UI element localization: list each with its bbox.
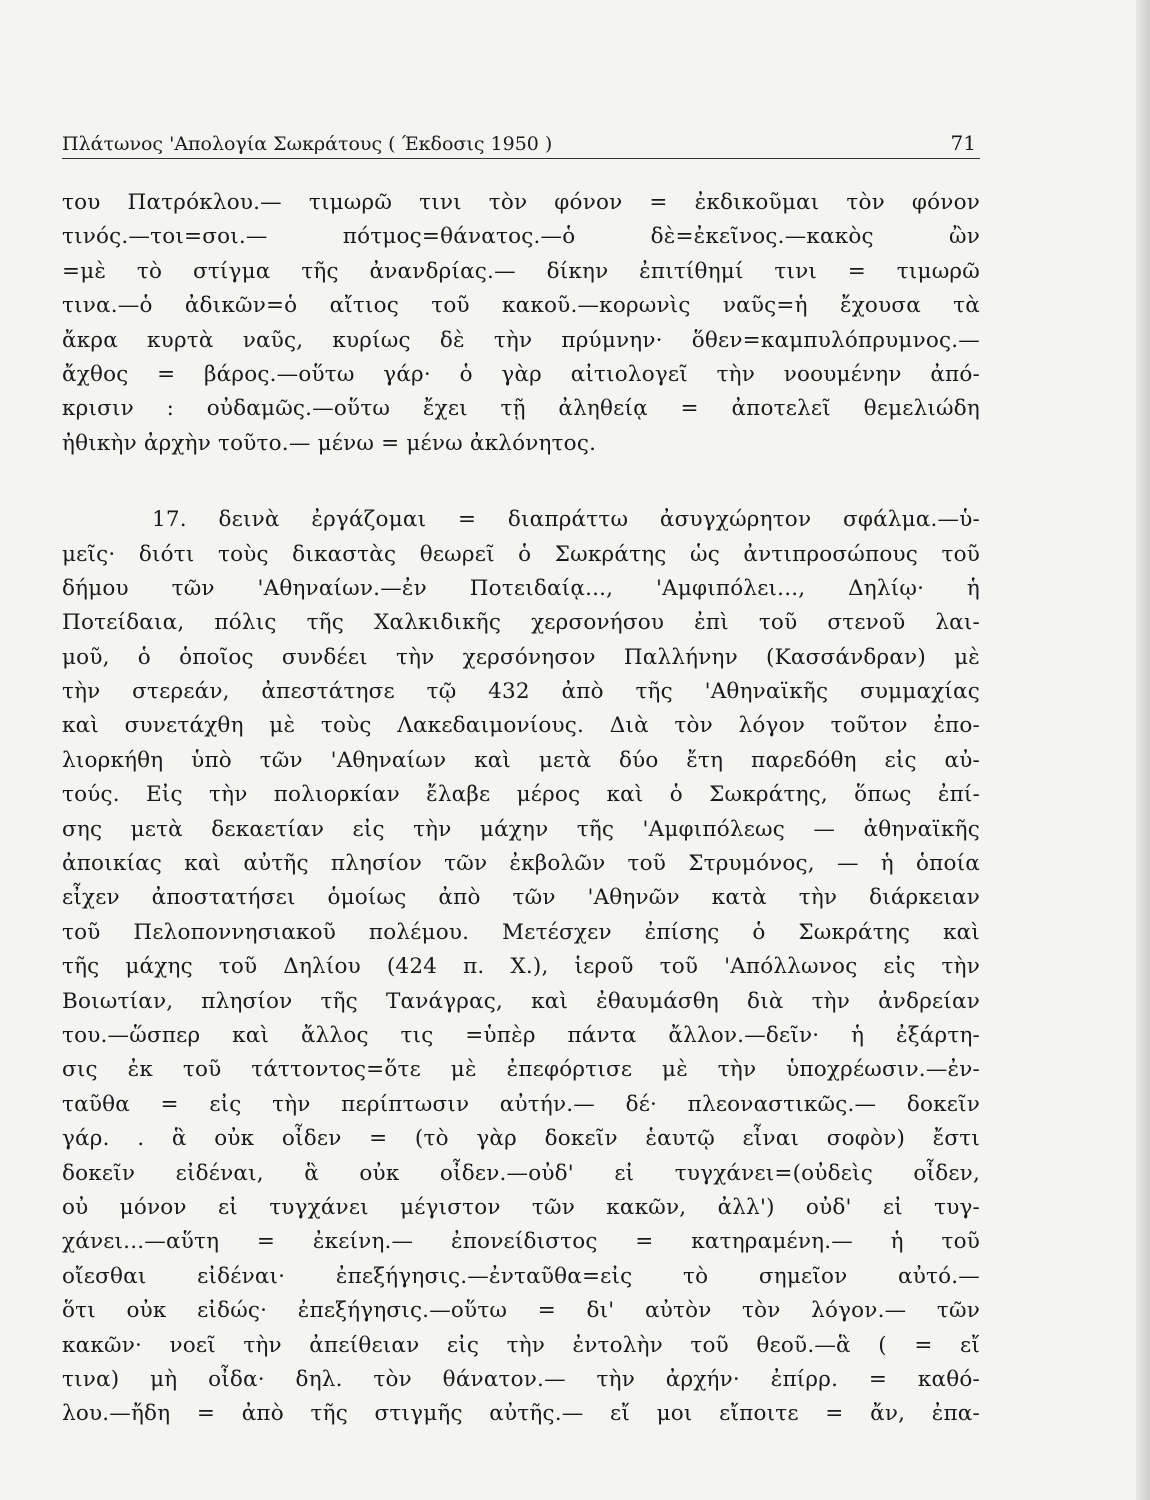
text-line: σις ἐκ τοῦ τάττοντος=ὅτε μὲ ἐπεφόρτισε μὲ τὴν ὑποχρέωσιν.—ἐν-: [62, 1057, 980, 1083]
text-line: δοκεῖν εἰδέναι, ἃ οὐκ οἶδεν.—οὐδ' εἰ τυγχάνει=(οὐδεὶς οἶδεν,: [62, 1160, 980, 1186]
text-line: χάνει...—αὕτη = ἐκείνη.— ἐπονείδιστος = κατηραμένη.— ἡ τοῦ: [62, 1229, 980, 1255]
text-line: οἴεσθαι εἰδέναι· ἐπεξήγησις.—ἐνταῦθα=εἰς τὸ σημεῖον αὐτό.—: [62, 1263, 980, 1289]
text-line: ἀποικίας καὶ αὐτῆς πλησίον τῶν ἐκβολῶν τοῦ Στρυμόνος, — ἡ ὁποία: [62, 851, 980, 877]
page-number: 71: [950, 131, 976, 155]
text-line: τινός.—τοι=σοι.— πότμος=θάνατος.—ὁ δὲ=ἐκεῖνος.—κακὸς ὢν: [62, 224, 980, 250]
text-line: του.—ὥσπερ καὶ ἄλλος τις =ὑπὲρ πάντα ἄλλον.—δεῖν· ἡ ἐξάρτη-: [62, 1022, 980, 1048]
text-line: γάρ. . ἃ οὐκ οἶδεν = (τὸ γὰρ δοκεῖν ἑαυτῷ εἶναι σοφὸν) ἔστι: [62, 1126, 980, 1152]
text-line: Ποτείδαια, πόλις τῆς Χαλκιδικῆς χερσονήσου ἐπὶ τοῦ στενοῦ λαι-: [62, 610, 980, 636]
text-line: ὅτι οὐκ εἰδώς· ἐπεξήγησις.—οὕτω = δι' αὐτὸν τὸν λόγον.— τῶν: [62, 1298, 980, 1324]
text-line: τὴν στερεάν, ἀπεστάτησε τῷ 432 ἀπὸ τῆς 'Αθηναϊκῆς συμμαχίας: [62, 679, 980, 705]
text-line: κακῶν· νοεῖ τὴν ἀπείθειαν εἰς τὴν ἐντολὴν τοῦ θεοῦ.—ἃ ( = εἴ: [62, 1332, 980, 1358]
text-line: σης μετὰ δεκαετίαν εἰς τὴν μάχην τῆς 'Αμφιπόλεως — ἀθηναϊκῆς: [62, 816, 980, 842]
text-line: ἄχθος = βάρος.—οὕτω γάρ· ὁ γὰρ αἰτιολογεῖ τὴν νοουμένην ἀπό-: [62, 361, 980, 387]
text-line: τινα) μὴ οἶδα· δηλ. τὸν θάνατον.— τὴν ἀρχήν· ἐπίρρ. = καθό-: [62, 1366, 980, 1392]
text-line: τούς. Εἰς τὴν πολιορκίαν ἔλαβε μέρος καὶ ὁ Σωκράτης, ὅπως ἐπί-: [62, 782, 980, 808]
text-line: τῆς μάχης τοῦ Δηλίου (424 π. Χ.), ἱεροῦ τοῦ 'Απόλλωνος εἰς τὴν: [62, 954, 980, 980]
text-line: ἄκρα κυρτὰ ναῦς, κυρίως δὲ τὴν πρύμνην· ὅθεν=καμπυλόπρυμνος.—: [62, 327, 980, 353]
text-line: μεῖς· διότι τοὺς δικαστὰς θεωρεῖ ὁ Σωκράτης ὡς ἀντιπροσώπους τοῦ: [62, 541, 980, 567]
text-line: δήμου τῶν 'Αθηναίων.—ἐν Ποτειδαίᾳ..., 'Αμφιπόλει..., Δηλίῳ· ἡ: [62, 575, 980, 601]
paragraph-1: [62, 186, 980, 461]
text-line: Βοιωτίαν, πλησίον τῆς Τανάγρας, καὶ ἐθαυμάσθη διὰ τὴν ἀνδρείαν: [62, 988, 980, 1014]
text-line: του Πατρόκλου.— τιμωρῶ τινι τὸν φόνον = ἐκδικοῦμαι τὸν φόνον: [62, 190, 980, 215]
text-line: οὐ μόνον εἰ τυγχάνει μέγιστον τῶν κακῶν, ἀλλ') οὐδ' εἰ τυγ-: [62, 1194, 980, 1220]
running-header: [62, 128, 980, 159]
text-line: κρισιν : οὐδαμῶς.—οὕτω ἔχει τῇ ἀληθείᾳ = ἀποτελεῖ θεμελιώδη: [62, 396, 980, 422]
text-line: εἶχεν ἀποστατήσει ὁμοίως ἀπὸ τῶν 'Αθηνῶν κατὰ τὴν διάρκειαν: [62, 885, 980, 911]
text-line: μοῦ, ὁ ὁποῖος συνδέει τὴν χερσόνησον Παλλήνην (Κασσάνδραν) μὲ: [62, 644, 980, 670]
text-line: =μὲ τὸ στίγμα τῆς ἀνανδρίας.— δίκην ἐπιτίθημί τινι = τιμωρῶ: [62, 258, 980, 284]
paragraph-17: [62, 503, 980, 1432]
text-line: 17. δεινὰ ἐργάζομαι = διαπράττω ἀσυγχώρητον σφάλμα.—ὑ-: [152, 507, 980, 533]
page-edge-shadow: [1136, 0, 1150, 1500]
text-line: λου.—ἤδη = ἀπὸ τῆς στιγμῆς αὐτῆς.— εἴ μοι εἴποιτε = ἄν, ἐπα-: [62, 1401, 980, 1427]
text-line: λιορκήθη ὑπὸ τῶν 'Αθηναίων καὶ μετὰ δύο ἔτη παρεδόθη εἰς αὐ-: [62, 747, 980, 773]
text-line: τοῦ Πελοποννησιακοῦ πολέμου. Μετέσχεν ἐπίσης ὁ Σωκράτης καὶ: [62, 919, 980, 945]
text-line: ἠθικὴν ἀρχὴν τοῦτο.— μένω = μένω ἀκλόνητος.: [62, 430, 597, 456]
commentary-body: [62, 186, 980, 1432]
paragraph-spacer: [62, 461, 980, 503]
text-line: ταῦθα = εἰς τὴν περίπτωσιν αὐτήν.— δέ· πλεοναστικῶς.— δοκεῖν: [62, 1091, 980, 1117]
header-title: Πλάτωνος 'Απολογία Σωκράτους ( Έκδοσις 1950 ): [62, 133, 553, 155]
text-line: καὶ συνετάχθη μὲ τοὺς Λακεδαιμονίους. Διὰ τὸν λόγον τοῦτον ἐπο-: [62, 713, 980, 739]
text-line: τινα.—ὁ ἀδικῶν=ὁ αἴτιος τοῦ κακοῦ.—κορωνὶς ναῦς=ἡ ἔχουσα τὰ: [62, 293, 980, 319]
